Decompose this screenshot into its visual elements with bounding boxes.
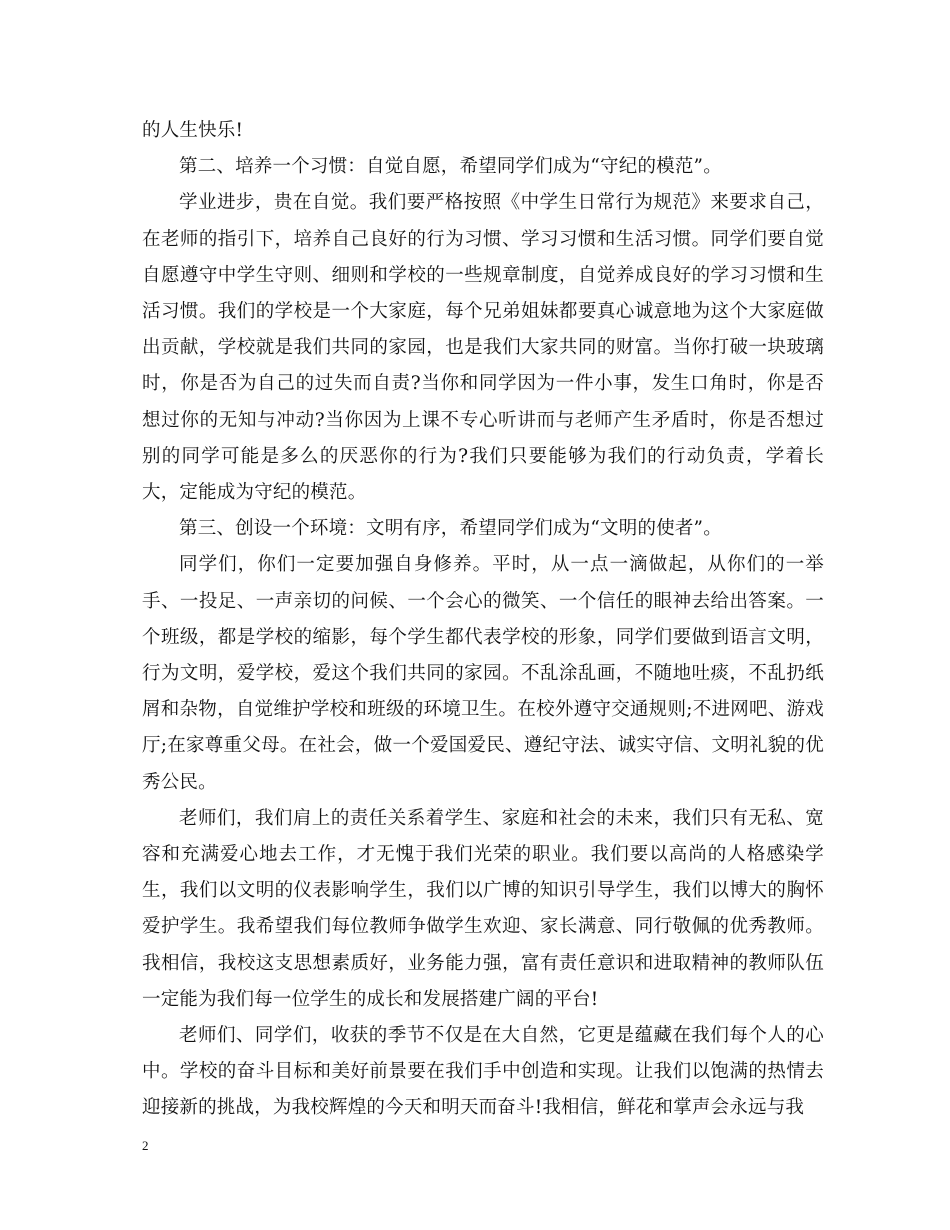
document-body (142, 113, 824, 1127)
paragraph-closing: 老师们、同学们，收获的季节不仅是在大自然，它更是蕴藏在我们每个人的心中。学校的奋斗目标和美好前景要在我们手中创造和实现。让我们以饱满的热情去迎接新的挑战，为我校辉煌的今天和明天而奋斗!我相信，鲜花和掌声会永远与我 (142, 1025, 824, 1119)
page-number: 2 (142, 1138, 149, 1153)
paragraph-heading-third: 第三、创设一个环境：文明有序，希望同学们成为“文明的使者”。 (179, 518, 722, 540)
paragraph-self-discipline: 学业进步，贵在自觉。我们要严格按照《中学生日常行为规范》来要求自己，在老师的指引下，培养自己良好的行为习惯、学习习惯和生活习惯。同学们要自觉自愿遵守中学生守则、细则和学校的一些规章制度，自觉养成良好的学习习惯和生活习惯。我们的学校是一个大家庭，每个兄弟姐妹都要真心诚意地为这个大家庭做出贡献，学校就是我们共同的家园，也是我们大家共同的财富。当你打破一块玻璃时，你是否为自己的过失而自责?当你和同学因为一件小事，发生口角时，你是否想过你的无知与冲动?当你因为上课不专心听讲而与老师产生矛盾时，你是否想过别的同学可能是多么的厌恶你的行为?我们只要能够为我们的行动负责，学着长大，定能成为守纪的模范。 (142, 192, 824, 504)
paragraph-heading-second: 第二、培养一个习惯：自觉自愿，希望同学们成为“守纪的模范”。 (179, 156, 722, 178)
paragraph-civility: 同学们，你们一定要加强自身修养。平时，从一点一滴做起，从你们的一举手、一投足、一声亲切的问候、一个会心的微笑、一个信任的眼神去给出答案。一个班级，都是学校的缩影，每个学生都代表学校的形象，同学们要做到语言文明，行为文明，爱学校，爱这个我们共同的家园。不乱涂乱画，不随地吐痰，不乱扔纸屑和杂物，自觉维护学校和班级的环境卫生。在校外遵守交通规则;不进网吧、游戏厅;在家尊重父母。在社会，做一个爱国爱民、遵纪守法、诚实守信、文明礼貌的优秀公民。 (142, 554, 824, 793)
paragraph-teachers: 老师们，我们肩上的责任关系着学生、家庭和社会的未来，我们只有无私、宽容和充满爱心地去工作，才无愧于我们光荣的职业。我们要以高尚的人格感染学生，我们以文明的仪表影响学生，我们以广博的知识引导学生，我们以博大的胸怀爱护学生。我希望我们每位教师争做学生欢迎、家长满意、同行敬佩的优秀教师。我相信，我校这支思想素质好，业务能力强，富有责任意识和进取精神的教师队伍一定能为我们每一位学生的成长和发展搭建广阔的平台! (142, 807, 824, 1010)
paragraph-continuation: 的人生快乐! (142, 120, 244, 141)
